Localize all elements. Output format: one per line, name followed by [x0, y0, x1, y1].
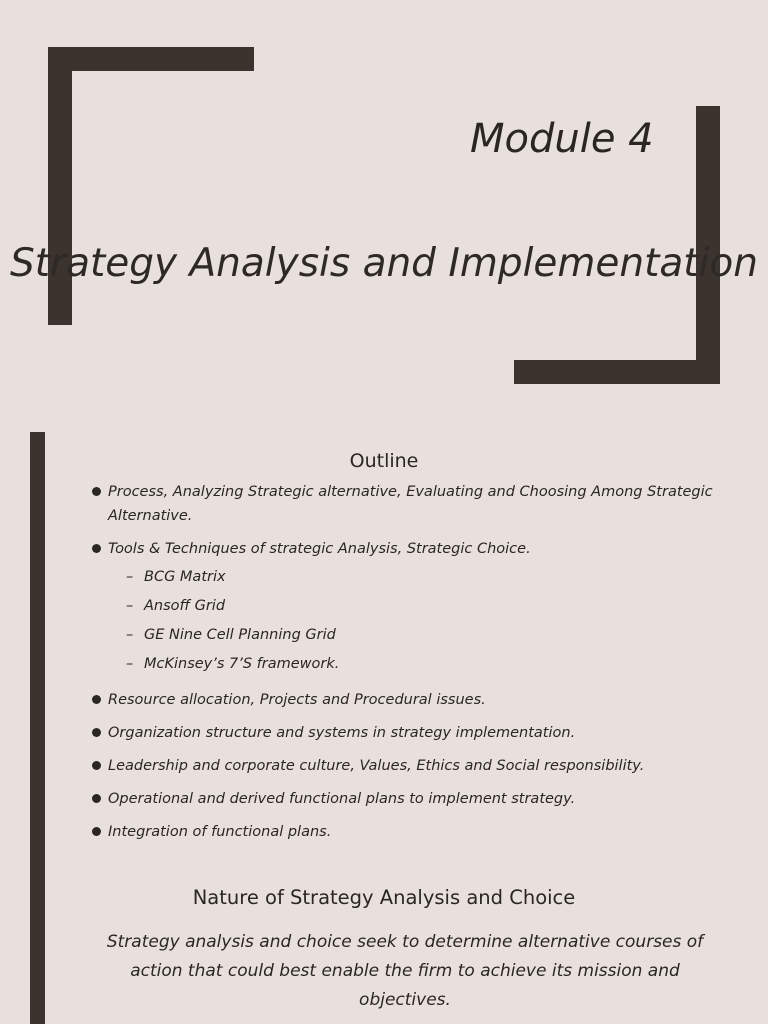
frame-top-left-horizontal	[48, 47, 254, 71]
outline-item: Integration of functional plans.	[90, 820, 730, 844]
outline-item: Process, Analyzing Strategic alternative, Evaluating and Choosing Among Strategic Alternative.	[90, 480, 730, 528]
outline-sub-item: – Ansoff Grid	[108, 592, 730, 621]
outline-sub-item: – GE Nine Cell Planning Grid	[108, 621, 730, 650]
left-margin-rule	[30, 432, 45, 1024]
outline-heading: Outline	[349, 450, 419, 472]
outline-item	[90, 537, 730, 679]
outline-sub-item: – BCG Matrix	[108, 563, 730, 592]
outline-item: Organization structure and systems in strategy implementation.	[90, 721, 730, 745]
outline-sub-item: – McKinsey’s 7’S framework.	[108, 650, 730, 679]
section-paragraph: Strategy analysis and choice seek to determine alternative courses of action that could best enable the firm to achieve its mission and objectives.	[106, 932, 704, 1010]
module-label: Module 4	[470, 116, 654, 162]
frame-bottom-right-horizontal	[514, 360, 720, 384]
outline-item-text: Tools & Techniques of strategic Analysis, Strategic Choice.	[108, 541, 531, 557]
outline-sub-list	[108, 563, 730, 679]
outline-item: Leadership and corporate culture, Values, Ethics and Social responsibility.	[90, 754, 730, 778]
section-heading: Nature of Strategy Analysis and Choice	[192, 886, 576, 909]
outline-item: Resource allocation, Projects and Procedural issues.	[90, 688, 730, 712]
outline-item: Operational and derived functional plans to implement strategy.	[90, 787, 730, 811]
outline-list	[90, 480, 730, 853]
page-title: Strategy Analysis and Implementation	[9, 241, 759, 286]
